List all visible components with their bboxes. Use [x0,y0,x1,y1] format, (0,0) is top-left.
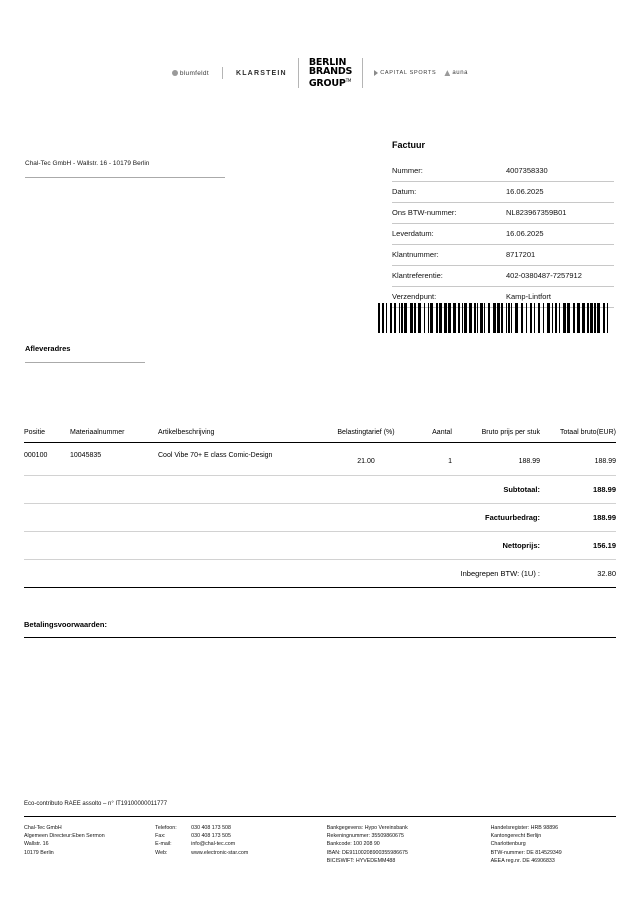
meta-row-nummer [392,161,614,182]
cell-total: 188.99 [594,458,616,465]
summary-label-factuurbedrag: Factuurbedrag: [484,513,540,522]
footer-registry-line: AEEA reg.nr. DE 46906833 [490,857,555,864]
summary-row-btw [24,560,616,588]
bbg-line-3: GROUP™ [308,78,352,90]
page-footer [24,816,616,865]
delivery-address-block [25,344,145,363]
meta-label-verzendpunt: Verzendpunt: [392,292,437,301]
summary-value-subtotaal: 188.99 [593,485,616,494]
footer-registry-line: Handelsregister: HRB 98896 [490,825,559,831]
auna-label: auna [452,70,469,77]
klarstein-logo: KLARSTEIN [235,69,287,77]
summary-value-btw: 32.80 [597,569,616,578]
footer-company-column [24,824,155,865]
footer-registry-line: BTW-nummer: DE 814529349 [490,849,562,856]
meta-value-verzendpunt: Kamp-Lintfort [506,292,552,301]
left-brands [172,67,296,79]
delivery-address-title: Afleveradres [25,344,145,363]
meta-value-nummer: 4007358330 [506,166,548,175]
col-header-tax-rate: Belastingtarief (%) [337,429,395,436]
footer-contact-key: E-mail: [155,841,172,848]
meta-row-klantnummer [392,245,614,266]
meta-label-datum: Datum: [392,187,417,196]
meta-row-datum [392,182,614,203]
summary-label-btw: Inbegrepen BTW: (1U) : [460,569,540,578]
footer-contact-column [155,824,327,865]
cell-description: Cool Vibe 70+ E class Comic-Design [158,452,273,459]
meta-value-klantreferentie: 402-0380487-7257912 [506,271,582,280]
bbg-line-2: BRANDS [308,66,353,77]
brand-logo-bar [0,58,640,88]
footer-company-line: Wallstr. 16 [24,841,49,848]
col-header-material: Materiaalnummer [70,429,125,436]
footer-contact-key: Fax: [155,833,166,840]
meta-label-klantnummer: Klantnummer: [392,250,439,259]
blumfeldt-label: blumfeldt [179,69,209,77]
blumfeldt-mark-icon [172,70,178,76]
capital-sports-logo [374,70,436,76]
capital-sports-mark-icon [374,70,378,76]
meta-label-nummer: Nummer: [392,166,423,175]
meta-row-btw-nummer [392,203,614,224]
table-row [24,443,616,476]
footer-company-line: Algemeen Directeur:Eben Sermon [24,833,105,840]
col-header-quantity: Aantal [432,429,452,436]
bbg-trademark: TM [345,78,352,83]
table-header-row [24,428,616,443]
payment-terms-title: Betalingsvoorwaarden: [24,620,616,638]
footer-company-line: Chal-Tec GmbH [24,825,62,831]
footer-contact-key: Telefoon: [155,825,177,831]
footer-bank-line: IBAN: DE91100208900355986675 [326,849,408,856]
cell-material: 10045835 [70,452,102,459]
auna-logo [444,70,468,76]
cell-tax-rate: 21.00 [357,458,375,465]
footer-contact-value: 030 408 173 508 [191,825,231,831]
footer-contact-value: www.electronic-star.com [191,849,249,856]
summary-label-nettoprijs: Nettoprijs: [502,541,540,550]
footer-contact-value: 030 408 173 505 [191,833,231,840]
col-header-description: Artikelbeschrijving [158,429,215,436]
invoice-meta-block [392,140,614,308]
footer-registry-line: Charlottenburg [490,841,526,848]
line-items-table [24,428,616,588]
invoice-barcode [378,303,610,333]
footer-bank-line: Rekeningnummer: 35509860675 [326,833,404,840]
bbg-line-1: BERLIN [308,57,347,68]
meta-row-leverdatum [392,224,614,245]
footer-contact-value: info@chal-tec.com [191,841,236,848]
meta-value-btw-nummer: NL823967359B01 [506,208,567,217]
meta-label-klantreferentie: Klantreferentie: [392,271,443,280]
summary-row-nettoprijs [24,532,616,560]
meta-value-leverdatum: 16.06.2025 [506,229,544,238]
col-header-position: Positie [24,429,46,436]
footer-contact-line [155,832,317,840]
summary-row-factuurbedrag [24,504,616,532]
eco-contribution-note: Eco-contributo RAEE assolto – n° IT19100000011777 [24,801,168,807]
cell-position: 000100 [24,452,48,459]
meta-label-btw-nummer: Ons BTW-nummer: [392,208,457,217]
footer-bank-column [327,824,491,865]
footer-registry-column [491,824,616,865]
meta-row-klantreferentie [392,266,614,287]
summary-value-factuurbedrag: 188.99 [593,513,616,522]
cell-unit-price: 188.99 [518,458,540,465]
footer-contact-line [155,840,317,848]
footer-bank-line: Bankcode: 100 208 90 [326,841,380,848]
sender-address-line: Chal-Tec GmbH - Wallstr. 16 - 10179 Berlin [25,160,225,178]
footer-contact-line [155,824,317,832]
auna-mark-icon [444,70,450,76]
col-header-unit-price: Bruto prijs per stuk [481,429,540,436]
invoice-title: Factuur [392,140,426,150]
summary-value-nettoprijs: 156.19 [593,541,616,550]
col-header-total: Totaal bruto(EUR) [559,429,616,436]
footer-registry-line: Kantongerecht Berlijn [490,833,542,840]
right-brands [365,70,468,76]
blumfeldt-logo [172,70,209,77]
footer-bank-line: Bankgegevens: Hypo Vereinsbank [326,825,408,831]
meta-value-klantnummer: 8717201 [506,250,536,259]
meta-value-datum: 16.06.2025 [506,187,544,196]
cell-quantity: 1 [448,458,452,465]
footer-bank-line: BICISWIFT: HYVEDEMM488 [326,857,396,864]
footer-company-line: 10179 Berlin [24,849,54,856]
summary-label-subtotaal: Subtotaal: [503,485,540,494]
brand-logo-group [172,58,468,88]
footer-contact-key: Web: [155,849,168,856]
berlin-brands-group-logo [298,58,363,88]
logo-divider [222,67,223,79]
meta-label-leverdatum: Leverdatum: [392,229,434,238]
capital-sports-label: CAPITAL SPORTS [380,70,437,77]
footer-contact-line [155,849,317,857]
summary-row-subtotaal [24,476,616,504]
